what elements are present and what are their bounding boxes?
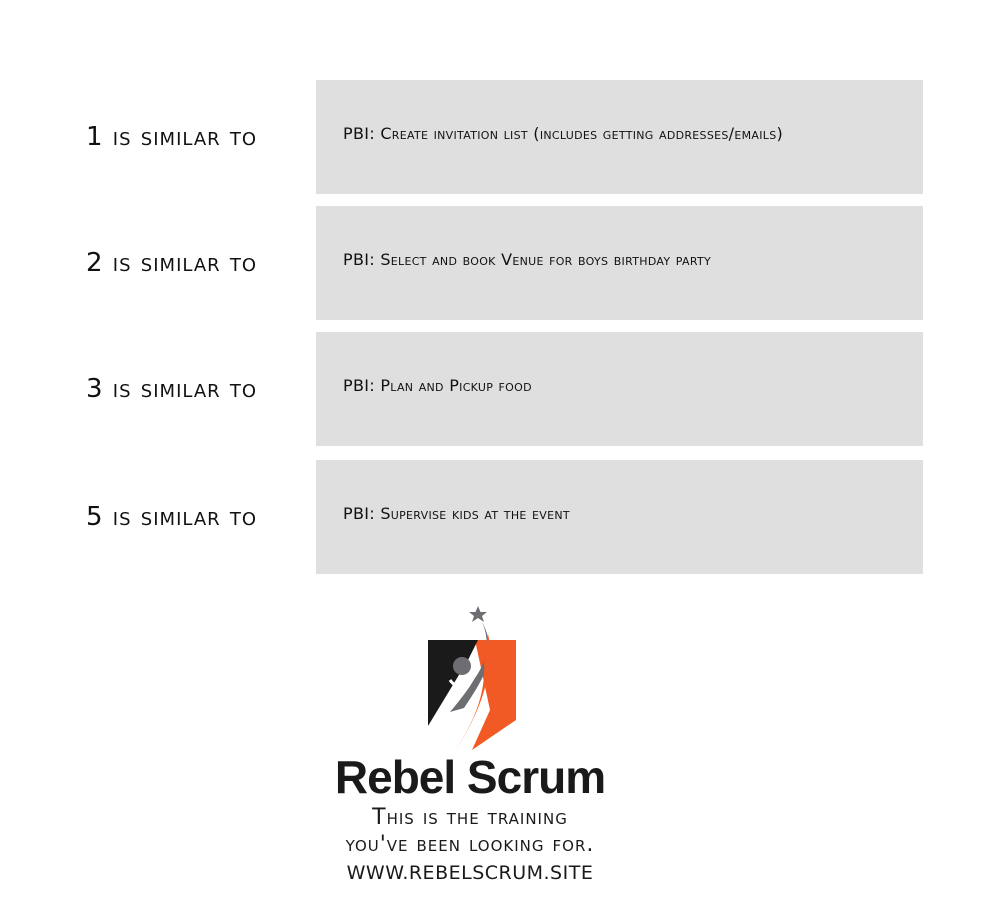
- comparison-row-3: [0, 332, 1000, 446]
- logo-brand-name: Rebel Scrum: [334, 751, 606, 803]
- comparison-row-1: [0, 80, 1000, 194]
- row-label: 2 is similar to: [86, 248, 258, 278]
- pbi-text: PBI: Plan and Pickup food: [343, 376, 532, 395]
- row-label: 5 is similar to: [86, 502, 258, 532]
- pbi-box: [316, 460, 923, 574]
- pbi-text: PBI: Create invitation list (includes getting addresses/emails): [343, 124, 784, 143]
- pbi-box: [316, 80, 923, 194]
- figure-head: [453, 657, 471, 675]
- pbi-text: PBI: Supervise kids at the event: [343, 504, 570, 523]
- row-label: 3 is similar to: [86, 374, 258, 404]
- comparison-row-4: [0, 460, 1000, 574]
- pbi-box: [316, 332, 923, 446]
- star-icon: [469, 606, 487, 622]
- logo-website: WWW.REBELSCRUM.SITE: [346, 862, 594, 884]
- rebel-scrum-logo: [300, 600, 640, 890]
- pbi-box: [316, 206, 923, 320]
- leaping-figure-with-star-icon: [420, 600, 520, 760]
- row-label: 1 is similar to: [86, 122, 258, 152]
- logo-tagline-line-2: you've been looking for.: [345, 832, 595, 857]
- logo-tagline-line-1: This is the training: [372, 805, 568, 830]
- comparison-row-2: [0, 206, 1000, 320]
- pbi-text: PBI: Select and book Venue for boys birthday party: [343, 250, 712, 269]
- orange-block: [472, 640, 516, 750]
